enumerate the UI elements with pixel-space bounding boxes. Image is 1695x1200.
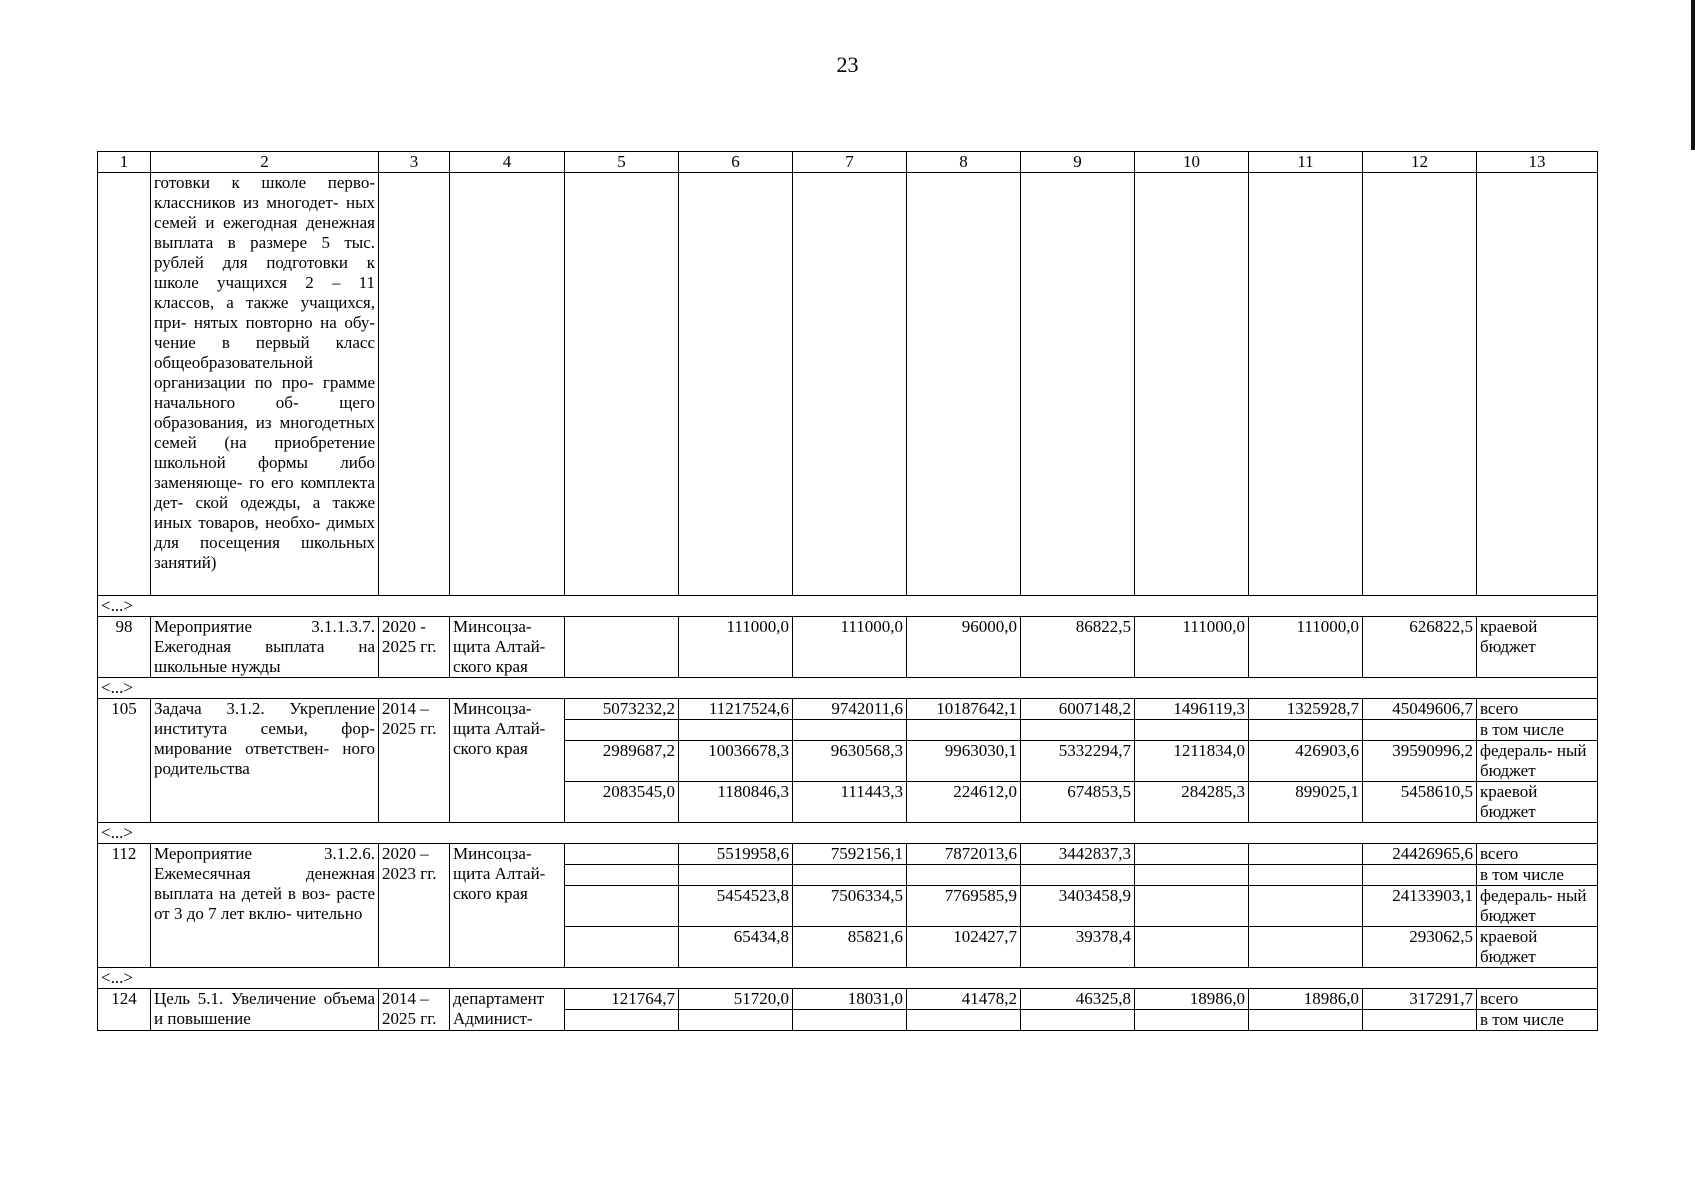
amount-cell: 121764,7	[565, 989, 679, 1010]
amount-cell	[1021, 720, 1135, 741]
amount-cell	[1135, 844, 1249, 865]
amount-cell: 1180846,3	[679, 782, 793, 823]
amount-cell: 111443,3	[793, 782, 907, 823]
period: 2020 - 2025 гг.	[379, 617, 450, 678]
amount-cell	[1249, 865, 1363, 886]
amount-cell: 2083545,0	[565, 782, 679, 823]
amount-cell	[1249, 886, 1363, 927]
column-header: 13	[1477, 152, 1598, 173]
event-name: Мероприятие 3.1.2.6. Ежемесячная денежная выплата на детей в воз- расте от 3 до 7 лет вклю- чительно	[151, 844, 379, 968]
amount-cell	[565, 886, 679, 927]
amount-cell: 293062,5	[1363, 927, 1477, 968]
amount-cell	[1249, 927, 1363, 968]
ellipsis-marker: <...>	[98, 678, 1598, 699]
amount-cell	[565, 720, 679, 741]
funding-source: всего	[1477, 844, 1598, 865]
amount-cell: 65434,8	[679, 927, 793, 968]
table-row	[98, 989, 1598, 1010]
column-header: 1	[98, 152, 151, 173]
amount-cell: 51720,0	[679, 989, 793, 1010]
budget-table	[97, 151, 1598, 1031]
amount-cell: 39378,4	[1021, 927, 1135, 968]
empty-cell	[450, 173, 565, 596]
amount-cell	[1363, 1010, 1477, 1031]
amount-cell: 626822,5	[1363, 617, 1477, 678]
row-number: 124	[98, 989, 151, 1031]
column-header: 11	[1249, 152, 1363, 173]
ellipsis-row	[98, 596, 1598, 617]
empty-cell	[565, 173, 679, 596]
amount-cell	[1021, 865, 1135, 886]
amount-cell	[565, 927, 679, 968]
amount-cell: 426903,6	[1249, 741, 1363, 782]
amount-cell: 5073232,2	[565, 699, 679, 720]
empty-cell	[793, 173, 907, 596]
event-name: Цель 5.1. Увеличение объема и повышение	[151, 989, 379, 1031]
amount-cell: 111000,0	[793, 617, 907, 678]
amount-cell: 39590996,2	[1363, 741, 1477, 782]
amount-cell: 9630568,3	[793, 741, 907, 782]
amount-cell: 41478,2	[907, 989, 1021, 1010]
funding-source: в том числе	[1477, 865, 1598, 886]
amount-cell: 317291,7	[1363, 989, 1477, 1010]
empty-cell	[1363, 173, 1477, 596]
funding-source: краевой бюджет	[1477, 927, 1598, 968]
amount-cell	[1135, 886, 1249, 927]
table-row	[98, 699, 1598, 720]
amount-cell	[907, 865, 1021, 886]
amount-cell: 1325928,7	[1249, 699, 1363, 720]
amount-cell: 46325,8	[1021, 989, 1135, 1010]
ellipsis-row	[98, 678, 1598, 699]
row-number-cell	[98, 173, 151, 596]
amount-cell: 3442837,3	[1021, 844, 1135, 865]
amount-cell	[1249, 844, 1363, 865]
amount-cell	[1135, 1010, 1249, 1031]
amount-cell: 224612,0	[907, 782, 1021, 823]
amount-cell	[565, 844, 679, 865]
ellipsis-marker: <...>	[98, 968, 1598, 989]
column-header: 5	[565, 152, 679, 173]
ellipsis-row	[98, 968, 1598, 989]
column-header: 3	[379, 152, 450, 173]
amount-cell: 111000,0	[1135, 617, 1249, 678]
amount-cell: 111000,0	[1249, 617, 1363, 678]
empty-cell	[1135, 173, 1249, 596]
funding-source: краевой бюджет	[1477, 782, 1598, 823]
amount-cell: 9742011,6	[793, 699, 907, 720]
amount-cell: 1496119,3	[1135, 699, 1249, 720]
amount-cell	[1363, 865, 1477, 886]
column-header: 2	[151, 152, 379, 173]
amount-cell	[565, 865, 679, 886]
row-number: 112	[98, 844, 151, 968]
amount-cell: 7592156,1	[793, 844, 907, 865]
amount-cell: 899025,1	[1249, 782, 1363, 823]
executor: Минсоцза- щита Алтай- ского края	[450, 617, 565, 678]
amount-cell	[1363, 720, 1477, 741]
amount-cell: 24133903,1	[1363, 886, 1477, 927]
event-name: Мероприятие 3.1.1.3.7. Ежегодная выплата на школьные нужды	[151, 617, 379, 678]
ellipsis-row	[98, 823, 1598, 844]
amount-cell: 7769585,9	[907, 886, 1021, 927]
ellipsis-marker: <...>	[98, 823, 1598, 844]
amount-cell	[679, 720, 793, 741]
funding-source: в том числе	[1477, 720, 1598, 741]
amount-cell	[793, 720, 907, 741]
amount-cell	[1135, 720, 1249, 741]
event-name: Задача 3.1.2. Укрепление института семьи, фор- мирование ответствен- ного родительства	[151, 699, 379, 823]
row-number: 98	[98, 617, 151, 678]
column-number-row	[98, 152, 1598, 173]
amount-cell: 102427,7	[907, 927, 1021, 968]
amount-cell: 284285,3	[1135, 782, 1249, 823]
amount-cell: 9963030,1	[907, 741, 1021, 782]
amount-cell	[1249, 1010, 1363, 1031]
page-number: 23	[836, 52, 859, 77]
empty-cell	[679, 173, 793, 596]
executor: департамент Админист-	[450, 989, 565, 1031]
executor: Минсоцза- щита Алтай- ского края	[450, 844, 565, 968]
column-header: 6	[679, 152, 793, 173]
amount-cell: 3403458,9	[1021, 886, 1135, 927]
column-header: 7	[793, 152, 907, 173]
amount-cell	[1021, 1010, 1135, 1031]
amount-cell: 11217524,6	[679, 699, 793, 720]
empty-cell	[379, 173, 450, 596]
amount-cell: 6007148,2	[1021, 699, 1135, 720]
amount-cell: 1211834,0	[1135, 741, 1249, 782]
amount-cell	[1249, 720, 1363, 741]
amount-cell: 7506334,5	[793, 886, 907, 927]
row-number: 105	[98, 699, 151, 823]
amount-cell	[565, 617, 679, 678]
amount-cell: 5454523,8	[679, 886, 793, 927]
amount-cell: 45049606,7	[1363, 699, 1477, 720]
amount-cell: 85821,6	[793, 927, 907, 968]
amount-cell	[565, 1010, 679, 1031]
column-header: 8	[907, 152, 1021, 173]
amount-cell: 86822,5	[1021, 617, 1135, 678]
funding-source: в том числе	[1477, 1010, 1598, 1031]
amount-cell: 5332294,7	[1021, 741, 1135, 782]
funding-source: федераль- ный бюджет	[1477, 741, 1598, 782]
table-row	[98, 173, 1598, 596]
continuation-description: готовки к школе перво- классников из многодет- ных семей и ежегодная денежная выплата в размере 5 тыс. рублей для подготовки к школе учащихся 2 – 11 классов, а также учащихся, при- нятых повторно на обу- чение в первый класс общеобразовательной организации по про- грамме начального об- щего образования, из многодетных семей (на приобретение школьной формы либо заменяюще- го его комплекта дет- ской одежды, а также иных товаров, необхо- димых для посещения школьных занятий)	[151, 173, 379, 596]
amount-cell	[907, 1010, 1021, 1031]
amount-cell: 5519958,6	[679, 844, 793, 865]
amount-cell: 18986,0	[1249, 989, 1363, 1010]
executor: Минсоцза- щита Алтай- ского края	[450, 699, 565, 823]
amount-cell	[793, 1010, 907, 1031]
amount-cell	[793, 865, 907, 886]
amount-cell: 24426965,6	[1363, 844, 1477, 865]
funding-source: федераль- ный бюджет	[1477, 886, 1598, 927]
column-header: 12	[1363, 152, 1477, 173]
table-row	[98, 844, 1598, 865]
empty-cell	[1249, 173, 1363, 596]
amount-cell: 5458610,5	[1363, 782, 1477, 823]
column-header: 10	[1135, 152, 1249, 173]
empty-cell	[907, 173, 1021, 596]
amount-cell	[679, 865, 793, 886]
period: 2014 – 2025 гг.	[379, 699, 450, 823]
funding-source: краевой бюджет	[1477, 617, 1598, 678]
amount-cell: 111000,0	[679, 617, 793, 678]
empty-cell	[1021, 173, 1135, 596]
funding-source: всего	[1477, 989, 1598, 1010]
amount-cell: 7872013,6	[907, 844, 1021, 865]
amount-cell: 18031,0	[793, 989, 907, 1010]
table-body	[98, 152, 1598, 1031]
ellipsis-marker: <...>	[98, 596, 1598, 617]
empty-cell	[1477, 173, 1598, 596]
amount-cell: 18986,0	[1135, 989, 1249, 1010]
amount-cell: 10036678,3	[679, 741, 793, 782]
period: 2014 – 2025 гг.	[379, 989, 450, 1031]
funding-source: всего	[1477, 699, 1598, 720]
amount-cell	[679, 1010, 793, 1031]
column-header: 9	[1021, 152, 1135, 173]
amount-cell	[907, 720, 1021, 741]
amount-cell: 10187642,1	[907, 699, 1021, 720]
amount-cell: 96000,0	[907, 617, 1021, 678]
period: 2020 – 2023 гг.	[379, 844, 450, 968]
amount-cell	[1135, 865, 1249, 886]
column-header: 4	[450, 152, 565, 173]
table-row	[98, 617, 1598, 678]
amount-cell: 674853,5	[1021, 782, 1135, 823]
amount-cell: 2989687,2	[565, 741, 679, 782]
amount-cell	[1135, 927, 1249, 968]
